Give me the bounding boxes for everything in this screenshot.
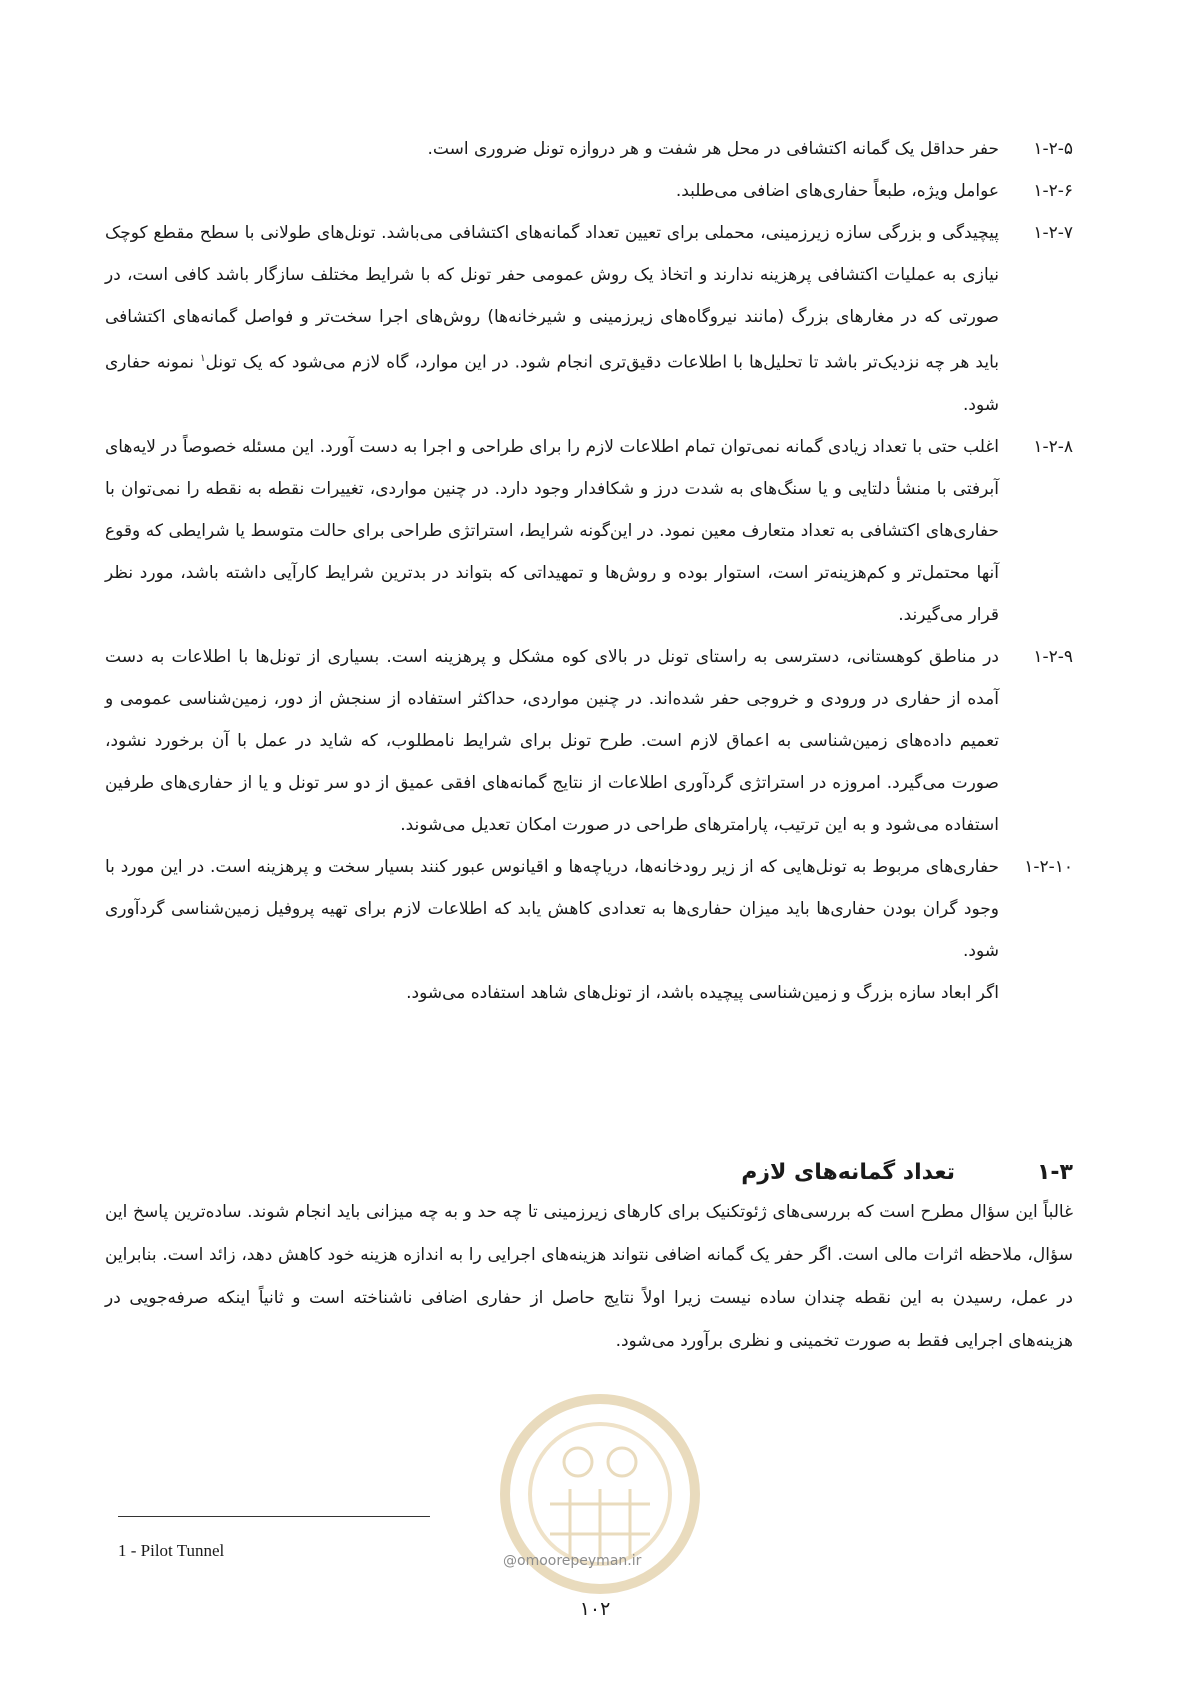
section [105, 1160, 1073, 1363]
section-heading [105, 1160, 1073, 1185]
list-item [105, 212, 1073, 426]
item-number: ۱-۲-۹ [1033, 646, 1073, 667]
item-number: ۱-۲-۱۰ [1024, 856, 1073, 877]
item-text: اغلب حتی با تعداد زیادی گمانه نمی‌توان تمام اطلاعات لازم را برای طراحی و اجرا به دست آورد. این مسئله خصوصاً در لایه‌های آبرفتی با منشأ دلتایی و یا سنگ‌های به شدت درز و شکافدار وجود دارد. در چنین مواردی، تغییرات نقطه به نقطه را نمی‌توان با حفاری‌های اکتشافی به تعداد متعارف معین نمود. در این‌گونه شرایط، استراتژی طراحی برای حالت متوسط یا شرایطی که وقوع آنها محتمل‌تر و کم‌هزینه‌تر است، استوار بوده و روش‌ها و تمهیداتی که بتواند در بدترین شرایط کارآیی داشته باشد، مورد نظر قرار می‌گیرند. [105, 436, 999, 625]
list-item [105, 128, 1073, 170]
list-item [105, 846, 1073, 972]
item-text-part: پیچیدگی و بزرگی سازه زیرزمینی، محملی برای تعیین تعداد گمانه‌های اکتشافی می‌باشد. تونل‌های طولانی با سطح مقطع کوچک نیازی به عملیات اکتشافی پرهزینه ندارند و اتخاذ یک روش عمومی حفر تونل که با شرایط مختلف سازگار باشد کافی است، در صورتی که در مغارهای بزرگ (مانند نیروگاه‌های زیرزمینی و شیرخانه‌ها) روش‌های اجرا سخت‌تر و فواصل گمانه‌های اکتشافی باید هر چه نزدیک‌تر باشد تا تحلیل‌ها با اطلاعات دقیق‌تری انجام شود. در این موارد، گاه لازم می‌شود که یک تونل [105, 223, 999, 373]
item-number: ۱-۲-۷ [1033, 223, 1073, 243]
item-text: عوامل ویژه، طبعاً حفاری‌های اضافی می‌طلبد. [675, 181, 999, 201]
item-number: ۱-۲-۶ [1033, 181, 1073, 201]
page-number: ۱۰۲ [579, 1598, 611, 1620]
list-item [105, 170, 1073, 212]
section-number: ۱-۳ [1037, 1160, 1073, 1185]
item-text: حفر حداقل یک گمانه اکتشافی در محل هر شفت و هر دروازه تونل ضروری است. [427, 139, 999, 159]
footnote-ref: ۱ [200, 353, 206, 364]
list-item [105, 636, 1073, 846]
watermark-text: @omoorepeyman.ir [503, 1553, 642, 1569]
section-body: غالباً این سؤال مطرح است که بررسی‌های ژئوتکنیک برای کارهای زیرزمینی تا چه حد و به چه میزانی باید انجام شوند. ساده‌ترین پاسخ این سؤال، ملاحظه اثرات مالی است. اگر حفر یک گمانه اضافی نتواند هزینه‌های اجرایی را به اندازه هزینه خود کاهش دهد، زائد است. بنابراین در عمل، رسیدن به این نقطه چندان ساده نیست زیرا اولاً نتایج حاصل از حفاری اضافی ناشناخته است و ثانیاً اینکه صرفه‌جویی در هزینه‌های اجرایی فقط به صورت تخمینی و نظری برآورد می‌شود. [105, 1202, 1073, 1351]
footnote: 1 - Pilot Tunnel [118, 1541, 225, 1560]
numbered-items [105, 128, 1073, 1014]
item-text: حفاری‌های مربوط به تونل‌هایی که از زیر رودخانه‌ها، دریاچه‌ها و اقیانوس عبور کنند بسیار سخت و پرهزینه است. در این مورد با وجود گران بودن حفاری‌ها باید میزان حفاری‌ها به تعدادی کاهش یابد که اطلاعات لازم برای تهیه پروفیل زمین‌شناسی گردآوری شود. [105, 856, 999, 961]
item-number: ۱-۲-۵ [1033, 139, 1073, 159]
watermark-logo-icon [490, 1384, 710, 1624]
item-number: ۱-۲-۸ [1033, 436, 1073, 457]
item-text-part: نمونه حفاری شود. [105, 352, 999, 415]
footnote-divider [118, 1516, 430, 1517]
section-title: تعداد گمانه‌های لازم [741, 1160, 955, 1185]
continuation-paragraph: اگر ابعاد سازه بزرگ و زمین‌شناسی پیچیده باشد، از تونل‌های شاهد استفاده می‌شود. [406, 982, 999, 1003]
item-text [105, 212, 999, 426]
item-text: در مناطق کوهستانی، دسترسی به راستای تونل در بالای کوه مشکل و پرهزینه است. بسیاری از تونل‌ها با اطلاعات به دست آمده از حفاری در ورودی و خروجی حفر شده‌اند. در چنین مواردی، حداکثر استفاده از سنجش از دور، زمین‌شناسی عمومی و تعمیم داده‌های زمین‌شناسی به اعماق لازم است. طرح تونل برای شرایط نامطلوب، که شاید در عمل با آن برخورد نشود، صورت می‌گیرد. امروزه در استراتژی گردآوری اطلاعات از نتایج گمانه‌های افقی عمیق از دو سر تونل و یا از حفاری‌های طرفین استفاده می‌شود و به این ترتیب، پارامترهای طراحی در صورت امکان تعدیل می‌شوند. [105, 646, 999, 835]
list-item [105, 426, 1073, 636]
